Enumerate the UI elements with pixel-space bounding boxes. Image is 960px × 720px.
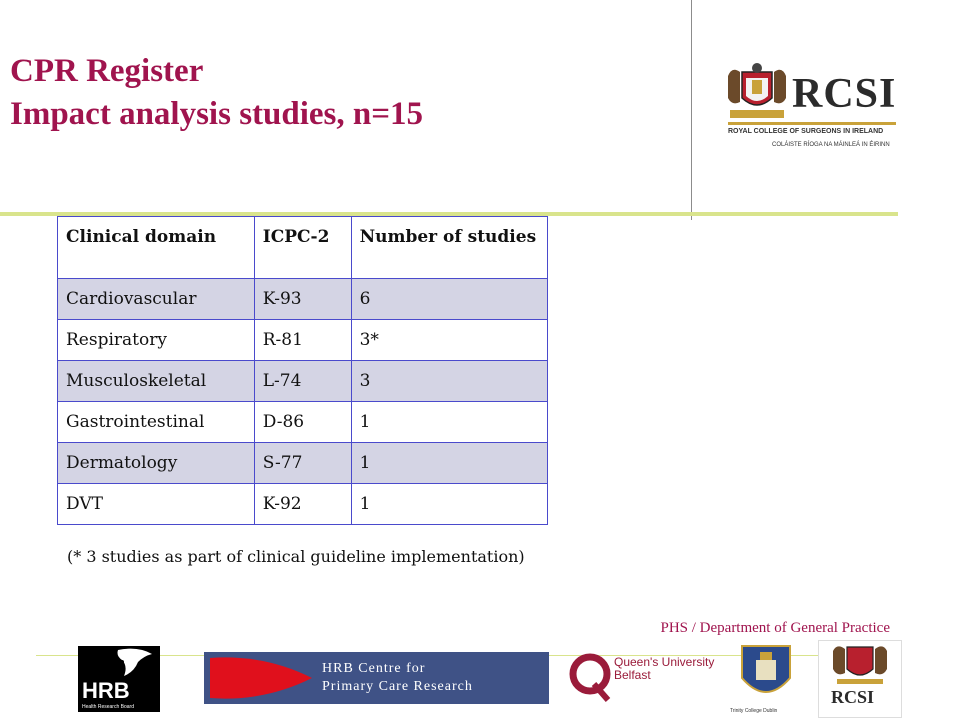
cell-count: 3* bbox=[351, 320, 547, 361]
hrb-logo bbox=[78, 646, 160, 712]
tcd-subtitle: Trinity College Dublin bbox=[730, 708, 778, 714]
cell-domain: Cardiovascular bbox=[58, 279, 255, 320]
cell-domain: Respiratory bbox=[58, 320, 255, 361]
cell-code: L-74 bbox=[254, 361, 351, 402]
rcsi-crest-icon bbox=[722, 62, 792, 126]
cell-code: D-86 bbox=[254, 402, 351, 443]
hrb-centre-line1: HRB Centre for bbox=[322, 661, 426, 676]
hrb-centre-shape-icon bbox=[204, 652, 314, 704]
table-row bbox=[58, 320, 548, 361]
hrb-wordmark: HRB bbox=[82, 678, 130, 703]
tcd-shield-icon bbox=[726, 642, 806, 706]
table-row bbox=[58, 402, 548, 443]
header-clinical-domain: Clinical domain bbox=[58, 217, 255, 279]
table-row bbox=[58, 279, 548, 320]
header-icpc2: ICPC-2 bbox=[254, 217, 351, 279]
title-line-2: Impact analysis studies, n=15 bbox=[10, 96, 424, 132]
title-line-1: CPR Register bbox=[10, 53, 204, 89]
rcsi-small-wordmark: RCSI bbox=[831, 687, 875, 707]
table-row bbox=[58, 484, 548, 525]
rcsi-logo bbox=[722, 62, 898, 160]
cell-code: K-93 bbox=[254, 279, 351, 320]
table-row bbox=[58, 361, 548, 402]
hrb-centre-line2: Primary Care Research bbox=[322, 679, 473, 694]
footer-department: PHS / Department of General Practice bbox=[660, 620, 890, 636]
footnote: (* 3 studies as part of clinical guideline implementation) bbox=[67, 547, 525, 566]
cell-domain: Gastrointestinal bbox=[58, 402, 255, 443]
qub-line2: Belfast bbox=[614, 668, 651, 682]
slide-title bbox=[10, 50, 423, 136]
cell-count: 3 bbox=[351, 361, 547, 402]
cell-count: 1 bbox=[351, 484, 547, 525]
cell-code: K-92 bbox=[254, 484, 351, 525]
qub-logo bbox=[568, 648, 713, 706]
rcsi-wordmark: RCSI bbox=[792, 71, 897, 117]
rcsi-small-crest-icon bbox=[819, 641, 901, 687]
qub-q-icon bbox=[568, 648, 612, 704]
table-row bbox=[58, 443, 548, 484]
hrb-centre-logo bbox=[204, 652, 549, 704]
rcsi-small-logo bbox=[818, 640, 902, 718]
tcd-logo bbox=[726, 642, 806, 716]
cell-domain: DVT bbox=[58, 484, 255, 525]
cell-count: 6 bbox=[351, 279, 547, 320]
rcsi-gold-line bbox=[728, 122, 896, 125]
qub-line1: Queen's University bbox=[614, 655, 715, 669]
cell-domain: Musculoskeletal bbox=[58, 361, 255, 402]
hrb-bird-icon bbox=[78, 646, 160, 680]
header-divider bbox=[691, 0, 692, 220]
hrb-subtitle: Health Research Board bbox=[82, 704, 134, 710]
header-number-of-studies: Number of studies bbox=[351, 217, 547, 279]
table-header-row bbox=[58, 217, 548, 279]
rcsi-subtitle-ga: COLÁISTE RÍOGA NA MÁINLEÁ IN ÉIRINN bbox=[772, 142, 890, 148]
cell-domain: Dermatology bbox=[58, 443, 255, 484]
cell-code: R-81 bbox=[254, 320, 351, 361]
cell-code: S-77 bbox=[254, 443, 351, 484]
rcsi-subtitle-en: ROYAL COLLEGE OF SURGEONS IN IRELAND bbox=[728, 128, 884, 135]
studies-table bbox=[57, 216, 548, 525]
cell-count: 1 bbox=[351, 443, 547, 484]
cell-count: 1 bbox=[351, 402, 547, 443]
